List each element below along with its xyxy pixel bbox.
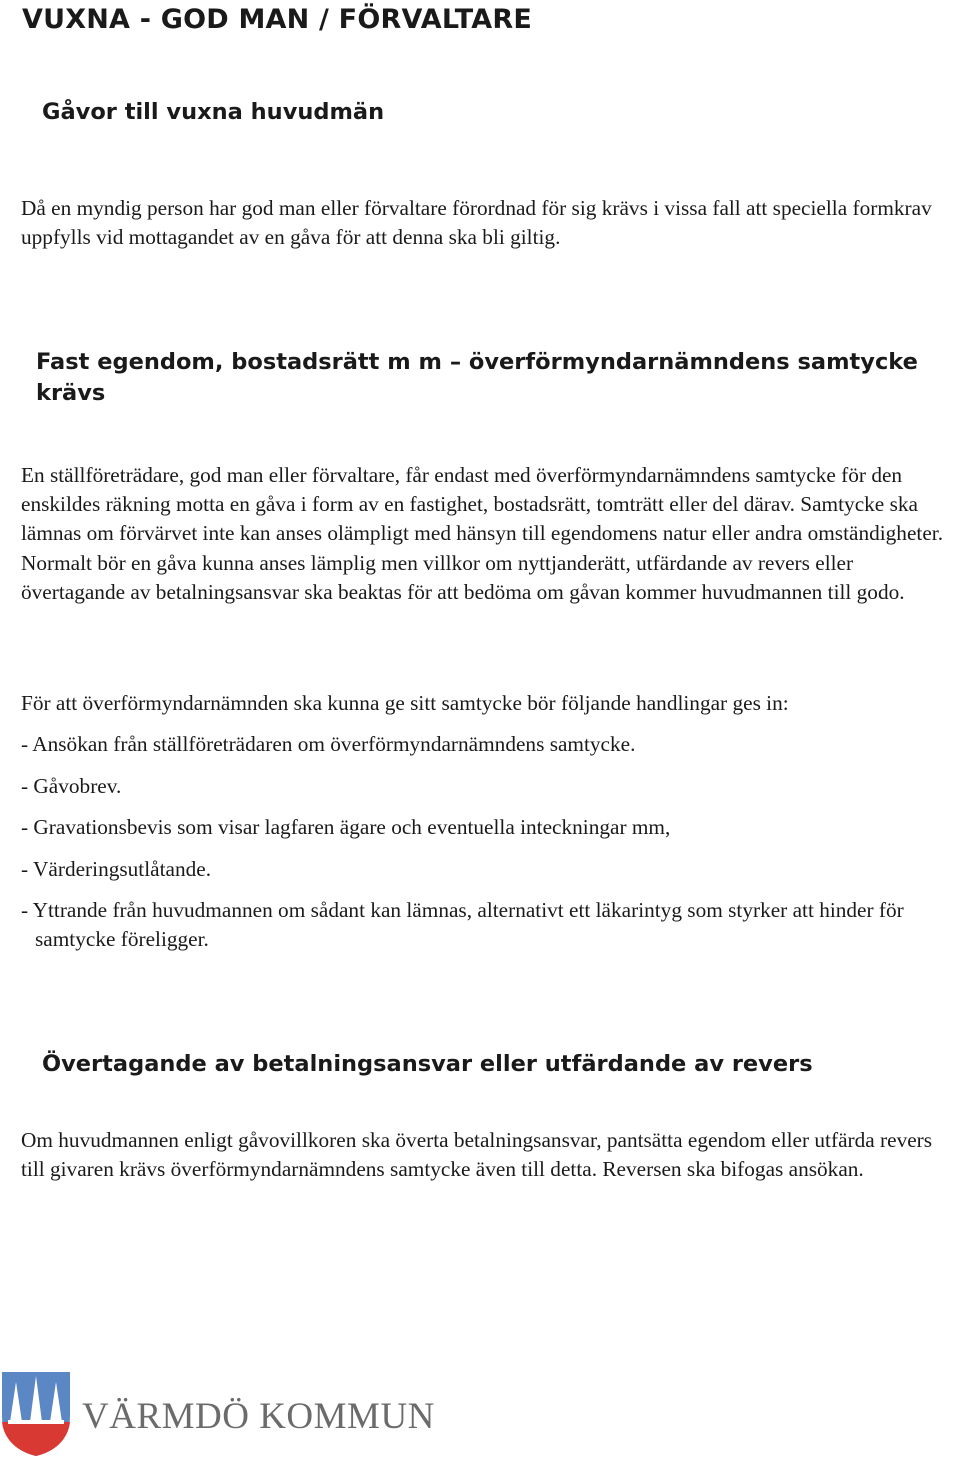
- varmdo-coat-of-arms-icon: [0, 1368, 72, 1458]
- document-title: VUXNA - GOD MAN / FÖRVALTARE: [22, 4, 533, 35]
- section-heading-fast-egendom: Fast egendom, bostadsrätt m m – överförmyndarnämndens samtycke krävs: [36, 349, 918, 406]
- section-heading-gavor: Gåvor till vuxna huvudmän: [42, 99, 385, 125]
- list-item: - Yttrande från huvudmannen om sådant kan lämnas, alternativt ett läkarintyg som styrker att hinder för samtycke föreligger.: [21, 898, 904, 952]
- overtagande-paragraph: Om huvudmannen enligt gåvovillkoren ska överta betalningsansvar, pantsätta egendom eller utfärda revers till givaren krävs överförmyndarnämndens samtycke även till detta. Reversen ska bifogas ansökan.: [21, 1128, 933, 1182]
- list-item: - Gravationsbevis som visar lagfaren ägare och eventuella inteckningar mm,: [21, 815, 671, 839]
- list-item: - Värderingsutlåtande.: [21, 857, 212, 881]
- intro-paragraph: Då en myndig person har god man eller förvaltare förordnad för sig krävs i vissa fall att speciella formkrav uppfylls vid mottagandet av en gåva för att denna ska bli giltig.: [21, 196, 932, 250]
- section-heading-overtagande: Övertagande av betalningsansvar eller utfärdande av revers: [42, 1051, 813, 1077]
- fast-egendom-paragraph: En ställföreträdare, god man eller förvaltare, får endast med överförmyndarnämndens samtycke för den enskildes räkning motta en gåva i form av en fastighet, bostadsrätt, tomträtt eller del därav. Samtycke ska lämnas om förvärvet inte kan anses olämpligt med hänsyn till egendomens natur eller andra omständigheter. Normalt bör en gåva kunna anses lämplig men villkor om nyttjanderätt, utfärdande av revers eller övertagande av betalningsansvar ska beaktas för att bedöma om gåvan kommer huvudmannen till godo.: [21, 463, 944, 604]
- documents-list-intro: För att överförmyndarnämnden ska kunna ge sitt samtycke bör följande handlingar ges in:: [21, 691, 789, 715]
- list-item: - Ansökan från ställföreträdaren om överförmyndarnämndens samtycke.: [21, 732, 636, 756]
- list-item: - Gåvobrev.: [21, 774, 122, 798]
- footer-logo-text: VÄRMDÖ KOMMUN: [82, 1396, 435, 1437]
